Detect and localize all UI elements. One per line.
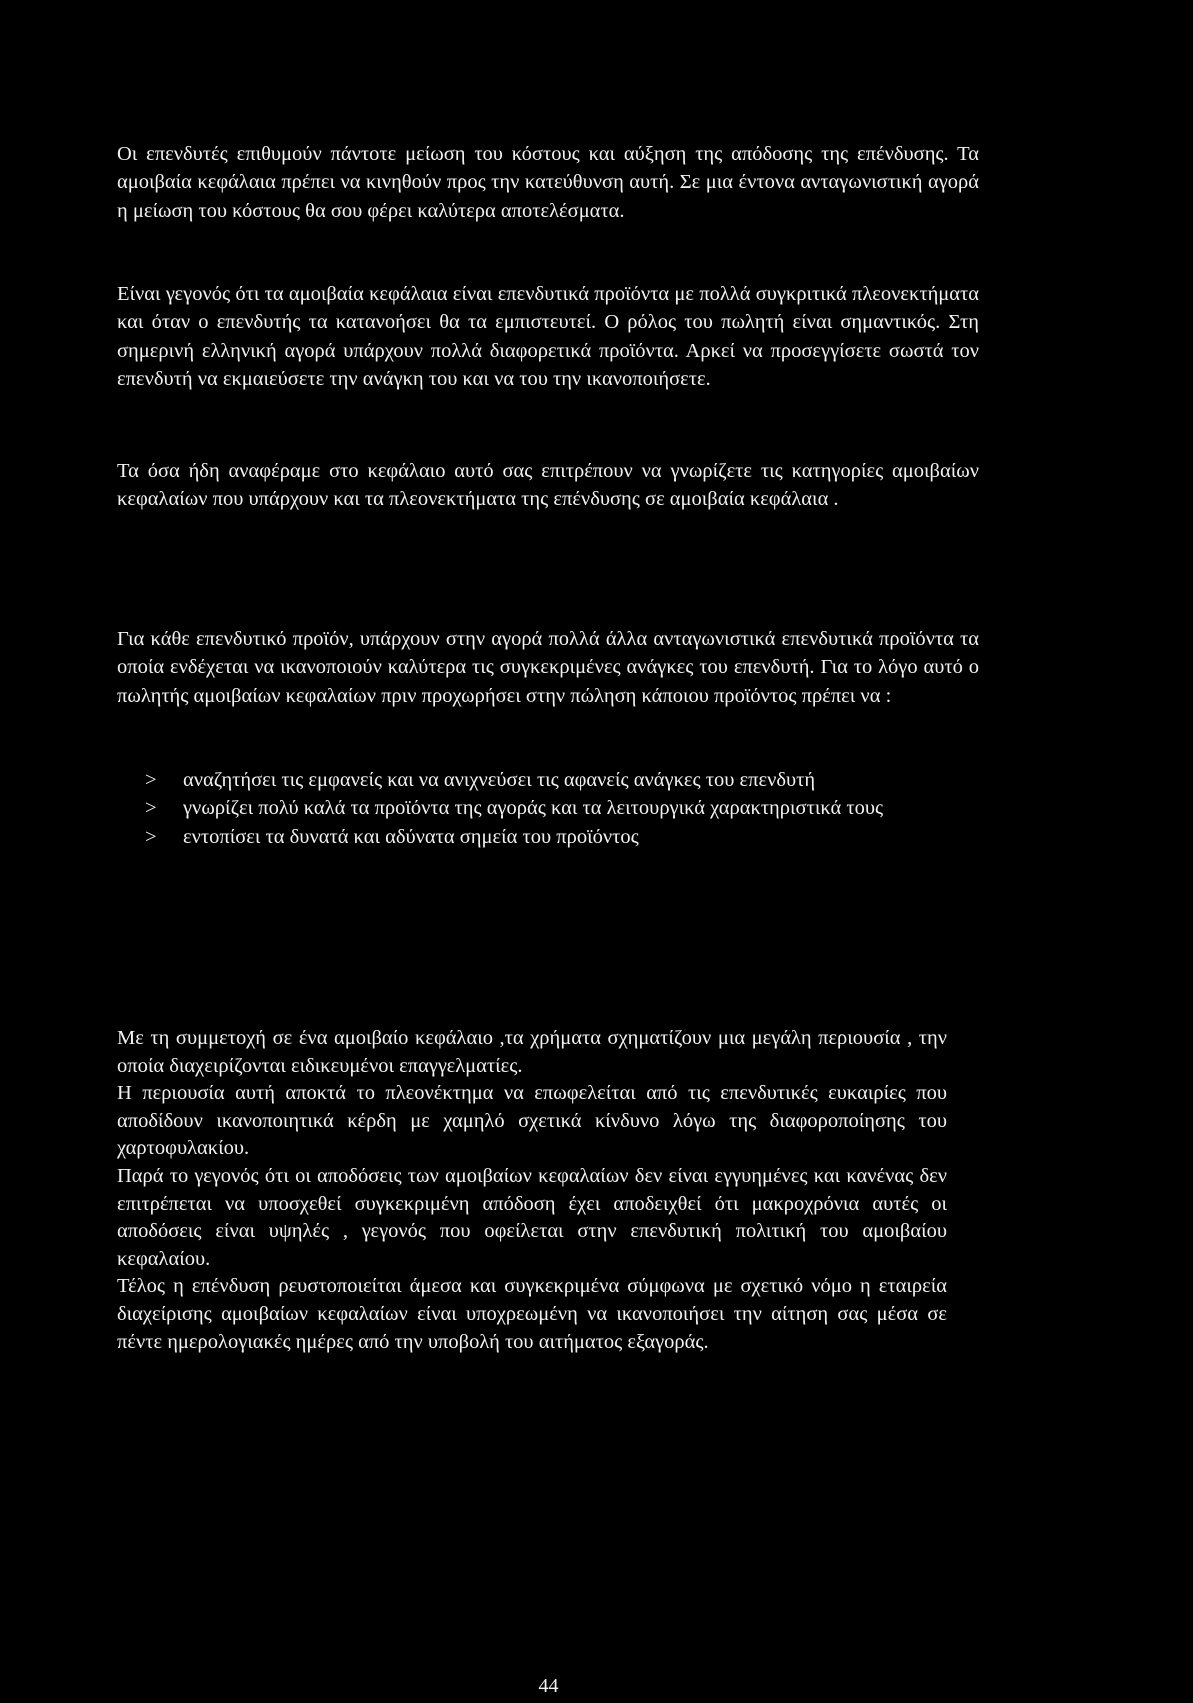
list-item bbox=[117, 823, 947, 851]
closing-paragraph bbox=[117, 1025, 947, 1356]
list-item-text: αναζητήσει τις εμφανείς και να ανιχνεύσει τις αφανείς ανάγκες του επενδυτή bbox=[183, 769, 816, 791]
paragraph-chapter-summary: Τα όσα ήδη αναφέραμε στο κεφάλαιο αυτό σας επιτρέπουν να γνωρίζετε τις κατηγορίες αμοιβαίων κεφαλαίων που υπάρχουν και τα πλεονεκτήματα της επένδυσης σε αμοιβαία κεφάλαια . bbox=[117, 460, 979, 511]
paragraph-competition: Για κάθε επενδυτικό προϊόν, υπάρχουν στην αγορά πολλά άλλα ανταγωνιστικά επενδυτικά προϊόντα τα οποία ενδέχεται να ικανοποιούν καλύτερα τις συγκεκριμένες ανάγκες του επενδυτή. Για το λόγο αυτό ο πωλητής αμοιβαίων κεφαλαίων πριν προχωρήσει στην πώληση κάποιου προϊόντος πρέπει να : bbox=[117, 628, 979, 707]
page-number: 44 bbox=[538, 1675, 559, 1697]
closing-sentence: Η περιουσία αυτή αποκτά το πλεονέκτημα να επωφελείται από τις επενδυτικές ευκαιρίες που αποδίδουν ικανοποιητικά κέρδη με χαμηλό σχετικά κίνδυνο λόγω της διαφοροποίησης του χαρτοφυλακίου. bbox=[117, 1082, 947, 1160]
closing-sentence: Παρά το γεγονός ότι οι αποδόσεις των αμοιβαίων κεφαλαίων δεν είναι εγγυημένες και κανένας δεν επιτρέπεται να υποσχεθεί συγκεκριμένη απόδοση έχει αποδειχθεί ότι μακροχρόνια αυτές οι αποδόσεις είναι υψηλές , γεγονός που οφείλεται στην επενδυτική πολιτική του αμοιβαίου κεφαλαίου. bbox=[117, 1164, 947, 1270]
paragraph-advantages: Είναι γεγονός ότι τα αμοιβαία κεφάλαια είναι επενδυτικά προϊόντα με πολλά συγκριτικά πλεονεκτήματα και όταν ο επενδυτής τα κατανοήσει θα τα εμπιστευτεί. Ο ρόλος του πωλητή είναι σημαντικός. Στη σημερινή ελληνική αγορά υπάρχουν πολλά διαφορετικά προϊόντα. Αρκεί να προσεγγίσετε σωστά τον επενδυτή να εκμαιεύσετε την ανάγκη του και να του την ικανοποιήσετε. bbox=[117, 283, 979, 391]
bullet-marker: > bbox=[145, 825, 157, 848]
closing-sentence: Με τη συμμετοχή σε ένα αμοιβαίο κεφάλαιο ,τα χρήματα σχηματίζουν μια μεγάλη περιουσία , την οποία διαχειρίζονται ειδικευμένοι επαγγελματίες. bbox=[117, 1027, 947, 1077]
bullet-marker: > bbox=[145, 797, 157, 820]
paragraph-investor-goals: Οι επενδυτές επιθυμούν πάντοτε μείωση του κόστους και αύξηση της απόδοσης της επένδυσης. Τα αμοιβαία κεφάλαια πρέπει να κινηθούν προς την κατεύθυνση αυτή. Σε μια έντονα ανταγωνιστική αγορά η μείωση του κόστους θα σου φέρει καλύτερα αποτελέσματα. bbox=[117, 143, 979, 222]
list-item-text: εντοπίσει τα δυνατά και αδύνατα σημεία του προϊόντος bbox=[183, 825, 639, 848]
list-item bbox=[117, 766, 947, 794]
seller-requirements-list bbox=[117, 766, 947, 851]
closing-sentence: Τέλος η επένδυση ρευστοποιείται άμεσα και συγκεκριμένα σύμφωνα με σχετικό νόμο η εταιρεία διαχείρισης αμοιβαίων κεφαλαίων είναι υποχρεωμένη να ικανοποιήσει την αίτηση σας μέσα σε πέντε ημερολογιακές ημέρες από την υποβολή του αιτήματος εξαγοράς. bbox=[117, 1275, 947, 1353]
list-item bbox=[117, 794, 947, 822]
list-item-text: γνωρίζει πολύ καλά τα προϊόντα της αγοράς και τα λειτουργικά χαρακτηριστικά τους bbox=[183, 797, 884, 820]
bullet-marker: > bbox=[145, 769, 157, 791]
